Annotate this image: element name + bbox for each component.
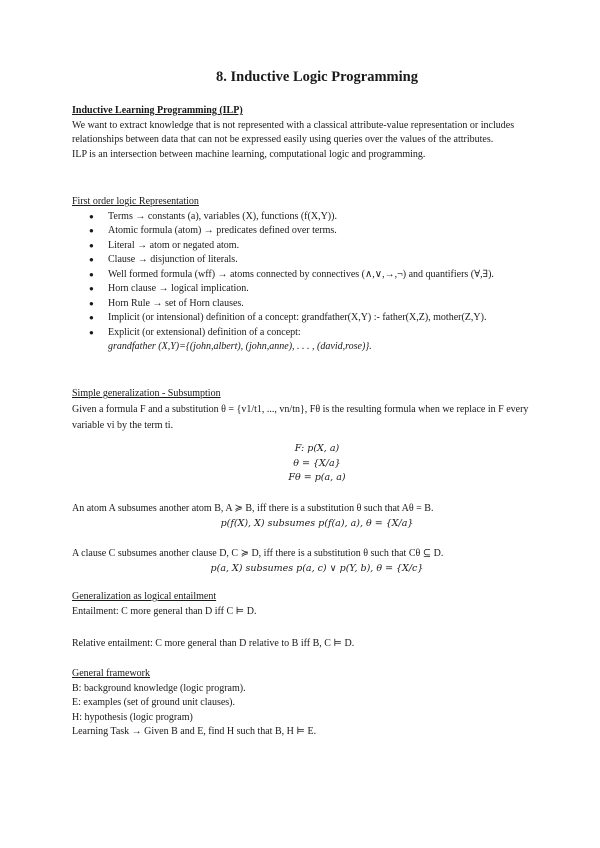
subsumption-section <box>72 387 532 434</box>
subsumption-heading: Simple generalization - Subsumption <box>72 388 221 399</box>
explicit-definition-example: grandfather (X,Y)={(john,albert), (john,anne), . . . , (david,rose)}. <box>108 341 372 352</box>
framework-line: Learning Task → Given B and E, find H such that B, H ⊨ E. <box>72 726 317 737</box>
entailment-line: Entailment: C more general than D iff C ⊨ D. <box>72 605 257 617</box>
atom-subsumption-example: p(f(X), X) subsumes p(f(a), a), θ = {X/a} <box>220 517 414 529</box>
entailment-section <box>72 590 532 619</box>
list-item: ● Implicit (or intensional) definition of a concept: grandfather(X,Y) :- father(X,Z), mother(Z,Y). <box>72 311 532 326</box>
list-item: ● Clause → disjunction of literals. <box>72 253 532 268</box>
list-item: ● Terms → constants (a), variables (X), functions (f(X,Y)). <box>72 210 532 225</box>
ilp-paragraph-2: ILP is an intersection between machine learning, computational logic and programming. <box>72 148 426 160</box>
ilp-section <box>72 104 532 162</box>
framework-section <box>72 667 532 740</box>
list-item: ● Literal → atom or negated atom. <box>72 239 532 254</box>
ilp-heading: Inductive Learning Programming (ILP) <box>72 105 243 116</box>
page-title: 8. Inductive Logic Programming <box>216 69 418 85</box>
atom-subsumption-definition: An atom A subsumes another atom B, A ≽ B, iff there is a substitution θ such that Aθ = B. <box>72 503 434 514</box>
formula-theta: θ = {X/a} <box>293 457 341 469</box>
fol-list <box>72 210 532 355</box>
framework-line: H: hypothesis (logic program) <box>72 711 193 723</box>
list-item: ● Atomic formula (atom) → predicates defined over terms. <box>72 224 532 239</box>
relative-entailment-line: Relative entailment: C more general than D relative to B iff B, C ⊨ D. <box>72 638 355 649</box>
fol-heading: First order logic Representation <box>72 196 199 207</box>
atom-subsumption <box>72 502 532 531</box>
list-item: ● Well formed formula (wff) → atoms connected by connectives (∧,∨,→,¬) and quantifiers (∀,∃). <box>72 268 532 283</box>
relative-entailment <box>72 637 532 652</box>
list-item: ● Horn Rule → set of Horn clauses. <box>72 297 532 312</box>
clause-subsumption-example: p(a, X) subsumes p(a, c) ∨ p(Y, b), θ = {X/c} <box>210 562 424 574</box>
subsumption-intro: Given a formula F and a substitution θ = {v1/t1, ..., vn/tn}, Fθ is the resulting formula when we replace in F every variable vi by the term ti. <box>72 403 529 431</box>
list-item: ● Horn clause → logical implication. <box>72 282 532 297</box>
formula-f: F: p(X, a) <box>294 443 340 454</box>
clause-subsumption-definition: A clause C subsumes another clause D, C ≽ D, iff there is a substitution θ such that Cθ ⊆ D. <box>72 548 444 559</box>
framework-heading: General framework <box>72 668 151 679</box>
ilp-paragraph-1: We want to extract knowledge that is not represented with a classical attribute-value representation or includes relationships between data that can not be expressed easily using queries over the values of the attributes. <box>72 119 515 145</box>
fol-section <box>72 195 532 355</box>
explicit-definition-label: Explicit (or extensional) definition of a concept: <box>108 326 301 338</box>
formula-f-theta: Fθ = p(a, a) <box>288 472 346 483</box>
substitution-example <box>72 442 562 486</box>
framework-line: E: examples (set of ground unit clauses). <box>72 697 236 708</box>
framework-line: B: background knowledge (logic program). <box>72 682 246 694</box>
clause-subsumption <box>72 547 532 576</box>
list-item <box>72 326 532 355</box>
entailment-heading: Generalization as logical entailment <box>72 591 217 602</box>
